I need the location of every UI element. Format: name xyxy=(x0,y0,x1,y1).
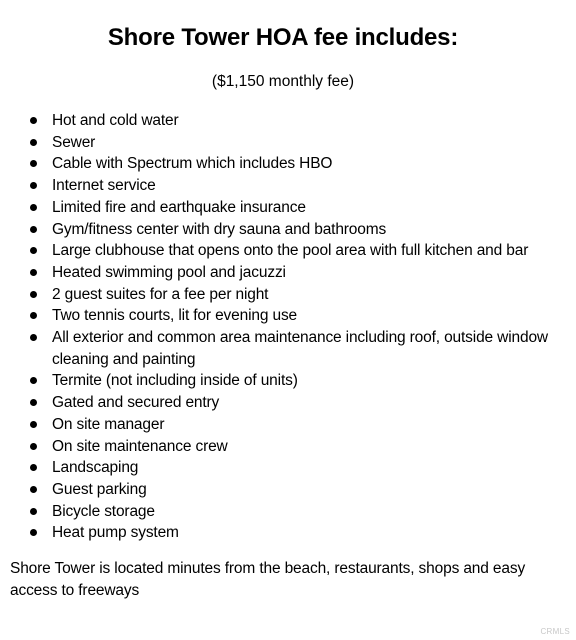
bullet-icon xyxy=(30,160,37,167)
list-item-text: Heat pump system xyxy=(52,524,179,542)
list-item xyxy=(0,240,560,262)
page-title: Shore Tower HOA fee includes: xyxy=(107,24,459,51)
included-items-list xyxy=(0,110,560,544)
list-item-text: Guest parking xyxy=(52,480,147,498)
list-item xyxy=(0,153,560,175)
location-note: Shore Tower is located minutes from the beach, restaurants, shops and easy access to freeways xyxy=(10,560,526,599)
list-item-text: Large clubhouse that opens onto the pool area with full kitchen and bar xyxy=(52,242,529,260)
list-item xyxy=(0,197,560,219)
watermark: CRMLS xyxy=(540,627,570,636)
list-item-text: Hot and cold water xyxy=(52,112,179,129)
bullet-icon xyxy=(30,204,37,211)
bullet-icon xyxy=(30,334,37,341)
list-item-text: Sewer xyxy=(52,133,96,151)
list-item-text: On site manager xyxy=(52,415,165,433)
bullet-icon xyxy=(30,312,37,319)
bullet-icon xyxy=(30,291,37,298)
list-item xyxy=(0,522,560,544)
list-item-text: On site maintenance crew xyxy=(52,437,228,455)
list-item xyxy=(0,132,560,154)
bullet-icon xyxy=(30,226,37,233)
list-item xyxy=(0,327,560,370)
bullet-icon xyxy=(30,464,37,471)
list-item xyxy=(0,110,560,132)
list-item-text: All exterior and common area maintenance including roof, outside window cleaning and painting xyxy=(52,329,548,368)
bullet-icon xyxy=(30,421,37,428)
bullet-icon xyxy=(30,139,37,146)
bullet-icon xyxy=(30,247,37,254)
list-item-text: Limited fire and earthquake insurance xyxy=(52,198,306,216)
list-item xyxy=(0,457,560,479)
list-item-text: Cable with Spectrum which includes HBO xyxy=(52,155,333,173)
list-item-text: Internet service xyxy=(52,177,156,195)
bullet-icon xyxy=(30,486,37,493)
bullet-icon xyxy=(30,182,37,189)
list-item-text: Heated swimming pool and jacuzzi xyxy=(52,263,286,281)
list-item xyxy=(0,284,560,306)
list-item xyxy=(0,175,560,197)
list-item-text: Two tennis courts, lit for evening use xyxy=(52,307,298,325)
list-item xyxy=(0,370,560,392)
list-item xyxy=(0,479,560,501)
list-item xyxy=(0,436,560,458)
list-item xyxy=(0,501,560,523)
list-item xyxy=(0,392,560,414)
bullet-icon xyxy=(30,508,37,515)
fee-subtitle: ($1,150 monthly fee) xyxy=(211,73,355,90)
bullet-icon xyxy=(30,399,37,406)
list-item-text: Gym/fitness center with dry sauna and bathrooms xyxy=(52,220,387,238)
bullet-icon xyxy=(30,529,37,536)
list-item-text: Gated and secured entry xyxy=(52,394,220,412)
list-item-text: Bicycle storage xyxy=(52,502,155,520)
list-item xyxy=(0,414,560,436)
bullet-icon xyxy=(30,269,37,276)
list-item-text: Landscaping xyxy=(52,459,139,477)
list-item xyxy=(0,262,560,284)
bullet-icon xyxy=(30,443,37,450)
bullet-icon xyxy=(30,377,37,384)
list-item-text: Termite (not including inside of units) xyxy=(52,372,298,390)
list-item-text: 2 guest suites for a fee per night xyxy=(52,285,269,303)
bullet-icon xyxy=(30,117,37,124)
list-item xyxy=(0,305,560,327)
list-item xyxy=(0,219,560,241)
